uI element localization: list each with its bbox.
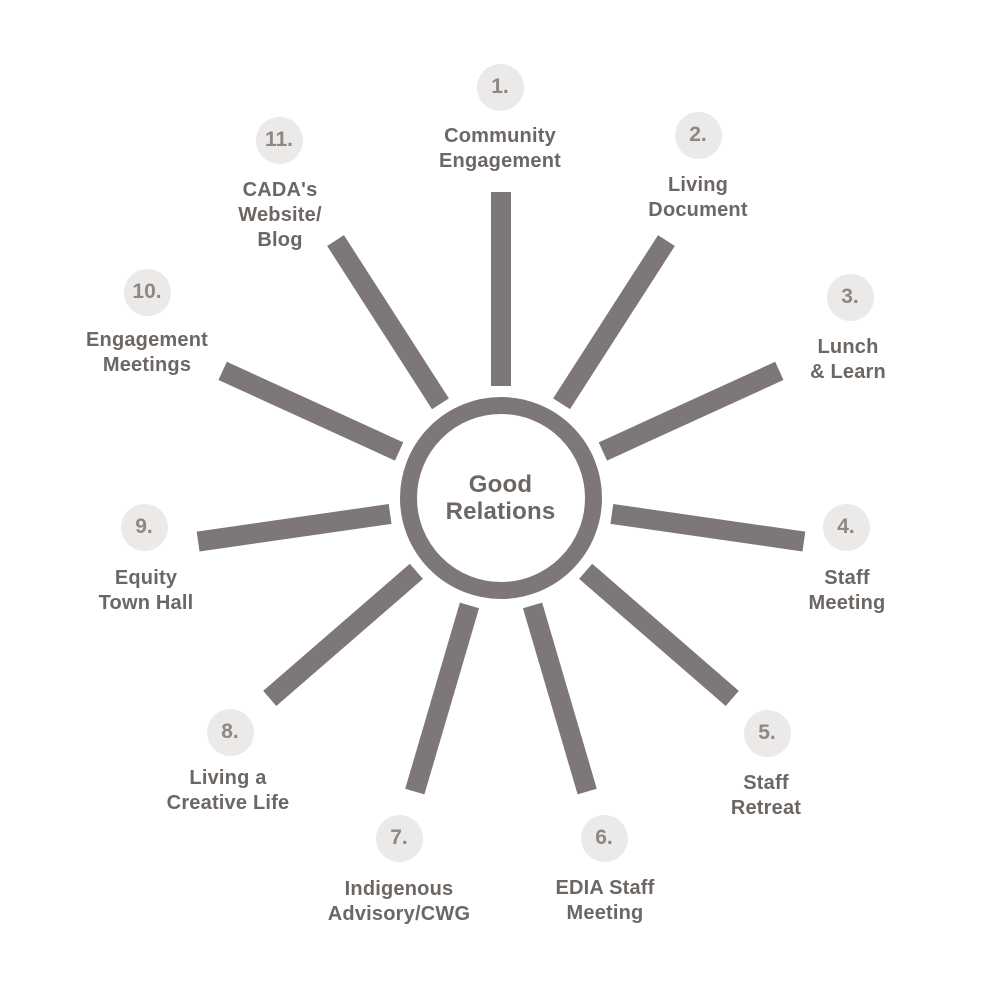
center-label-line: Good bbox=[468, 471, 533, 498]
spoke-4 bbox=[610, 504, 805, 551]
item-label-line: Living a bbox=[189, 767, 267, 789]
item-label-line: Indigenous bbox=[344, 878, 454, 900]
item-label-2 bbox=[558, 173, 838, 223]
item-number: 4. bbox=[837, 515, 855, 538]
item-label-line: Creative Life bbox=[166, 792, 290, 814]
item-label-7 bbox=[259, 877, 539, 927]
spoke-11 bbox=[327, 235, 449, 409]
item-label-line: Engagement bbox=[438, 150, 562, 172]
item-label-10 bbox=[7, 328, 287, 378]
item-badge-2 bbox=[675, 112, 722, 159]
item-number: 10. bbox=[132, 280, 162, 303]
item-label-line: Meeting bbox=[566, 902, 644, 924]
item-badge-10 bbox=[124, 269, 171, 316]
item-number: 7. bbox=[390, 826, 408, 849]
item-number: 5. bbox=[758, 721, 776, 744]
item-badge-5 bbox=[744, 710, 791, 757]
item-label-11 bbox=[140, 178, 420, 253]
item-label-line: EDIA Staff bbox=[555, 877, 655, 899]
item-label-line: Staff bbox=[743, 772, 789, 794]
item-label-line: Meetings bbox=[102, 354, 192, 376]
item-label-line: Lunch bbox=[817, 336, 879, 358]
item-label-line: Town Hall bbox=[98, 592, 194, 614]
spoke-8 bbox=[263, 564, 423, 706]
item-number: 9. bbox=[135, 515, 153, 538]
item-label-line: Living bbox=[667, 174, 729, 196]
item-label-5 bbox=[626, 771, 906, 821]
item-label-line: Staff bbox=[824, 567, 870, 589]
item-badge-11 bbox=[256, 117, 303, 164]
item-label-4 bbox=[707, 566, 987, 616]
item-badge-1 bbox=[477, 64, 524, 111]
item-label-line: & Learn bbox=[810, 361, 886, 383]
spoke-9 bbox=[196, 504, 391, 551]
item-label-line: Retreat bbox=[730, 797, 802, 819]
center-label bbox=[401, 471, 601, 525]
item-label-line: Meeting bbox=[808, 592, 886, 614]
item-label-line: Community bbox=[444, 125, 556, 147]
center-label-line: Relations bbox=[445, 498, 556, 525]
item-number: 3. bbox=[841, 285, 859, 308]
item-number: 6. bbox=[595, 826, 613, 849]
item-label-line: Engagement bbox=[85, 329, 209, 351]
item-label-line: Advisory/CWG bbox=[327, 903, 471, 925]
item-number: 8. bbox=[221, 720, 239, 743]
item-badge-4 bbox=[823, 504, 870, 551]
item-badge-9 bbox=[121, 504, 168, 551]
item-label-line: Document bbox=[648, 199, 748, 221]
item-number: 2. bbox=[689, 123, 707, 146]
item-number: 11. bbox=[264, 128, 294, 151]
item-label-1 bbox=[360, 124, 640, 174]
item-label-8 bbox=[88, 766, 368, 816]
spoke-6 bbox=[522, 603, 596, 795]
item-label-line: Blog bbox=[257, 229, 303, 251]
spoke-7 bbox=[405, 603, 479, 795]
item-badge-6 bbox=[581, 815, 628, 862]
spoke-2 bbox=[553, 235, 675, 409]
item-badge-8 bbox=[207, 709, 254, 756]
item-badge-3 bbox=[827, 274, 874, 321]
item-label-line: CADA's bbox=[242, 179, 318, 201]
item-label-line: Website/ bbox=[238, 204, 322, 226]
item-label-3 bbox=[708, 335, 988, 385]
item-number: 1. bbox=[491, 75, 509, 98]
item-label-9 bbox=[6, 566, 286, 616]
spoke-1 bbox=[491, 192, 511, 386]
item-label-line: Equity bbox=[114, 567, 178, 589]
item-badge-7 bbox=[376, 815, 423, 862]
